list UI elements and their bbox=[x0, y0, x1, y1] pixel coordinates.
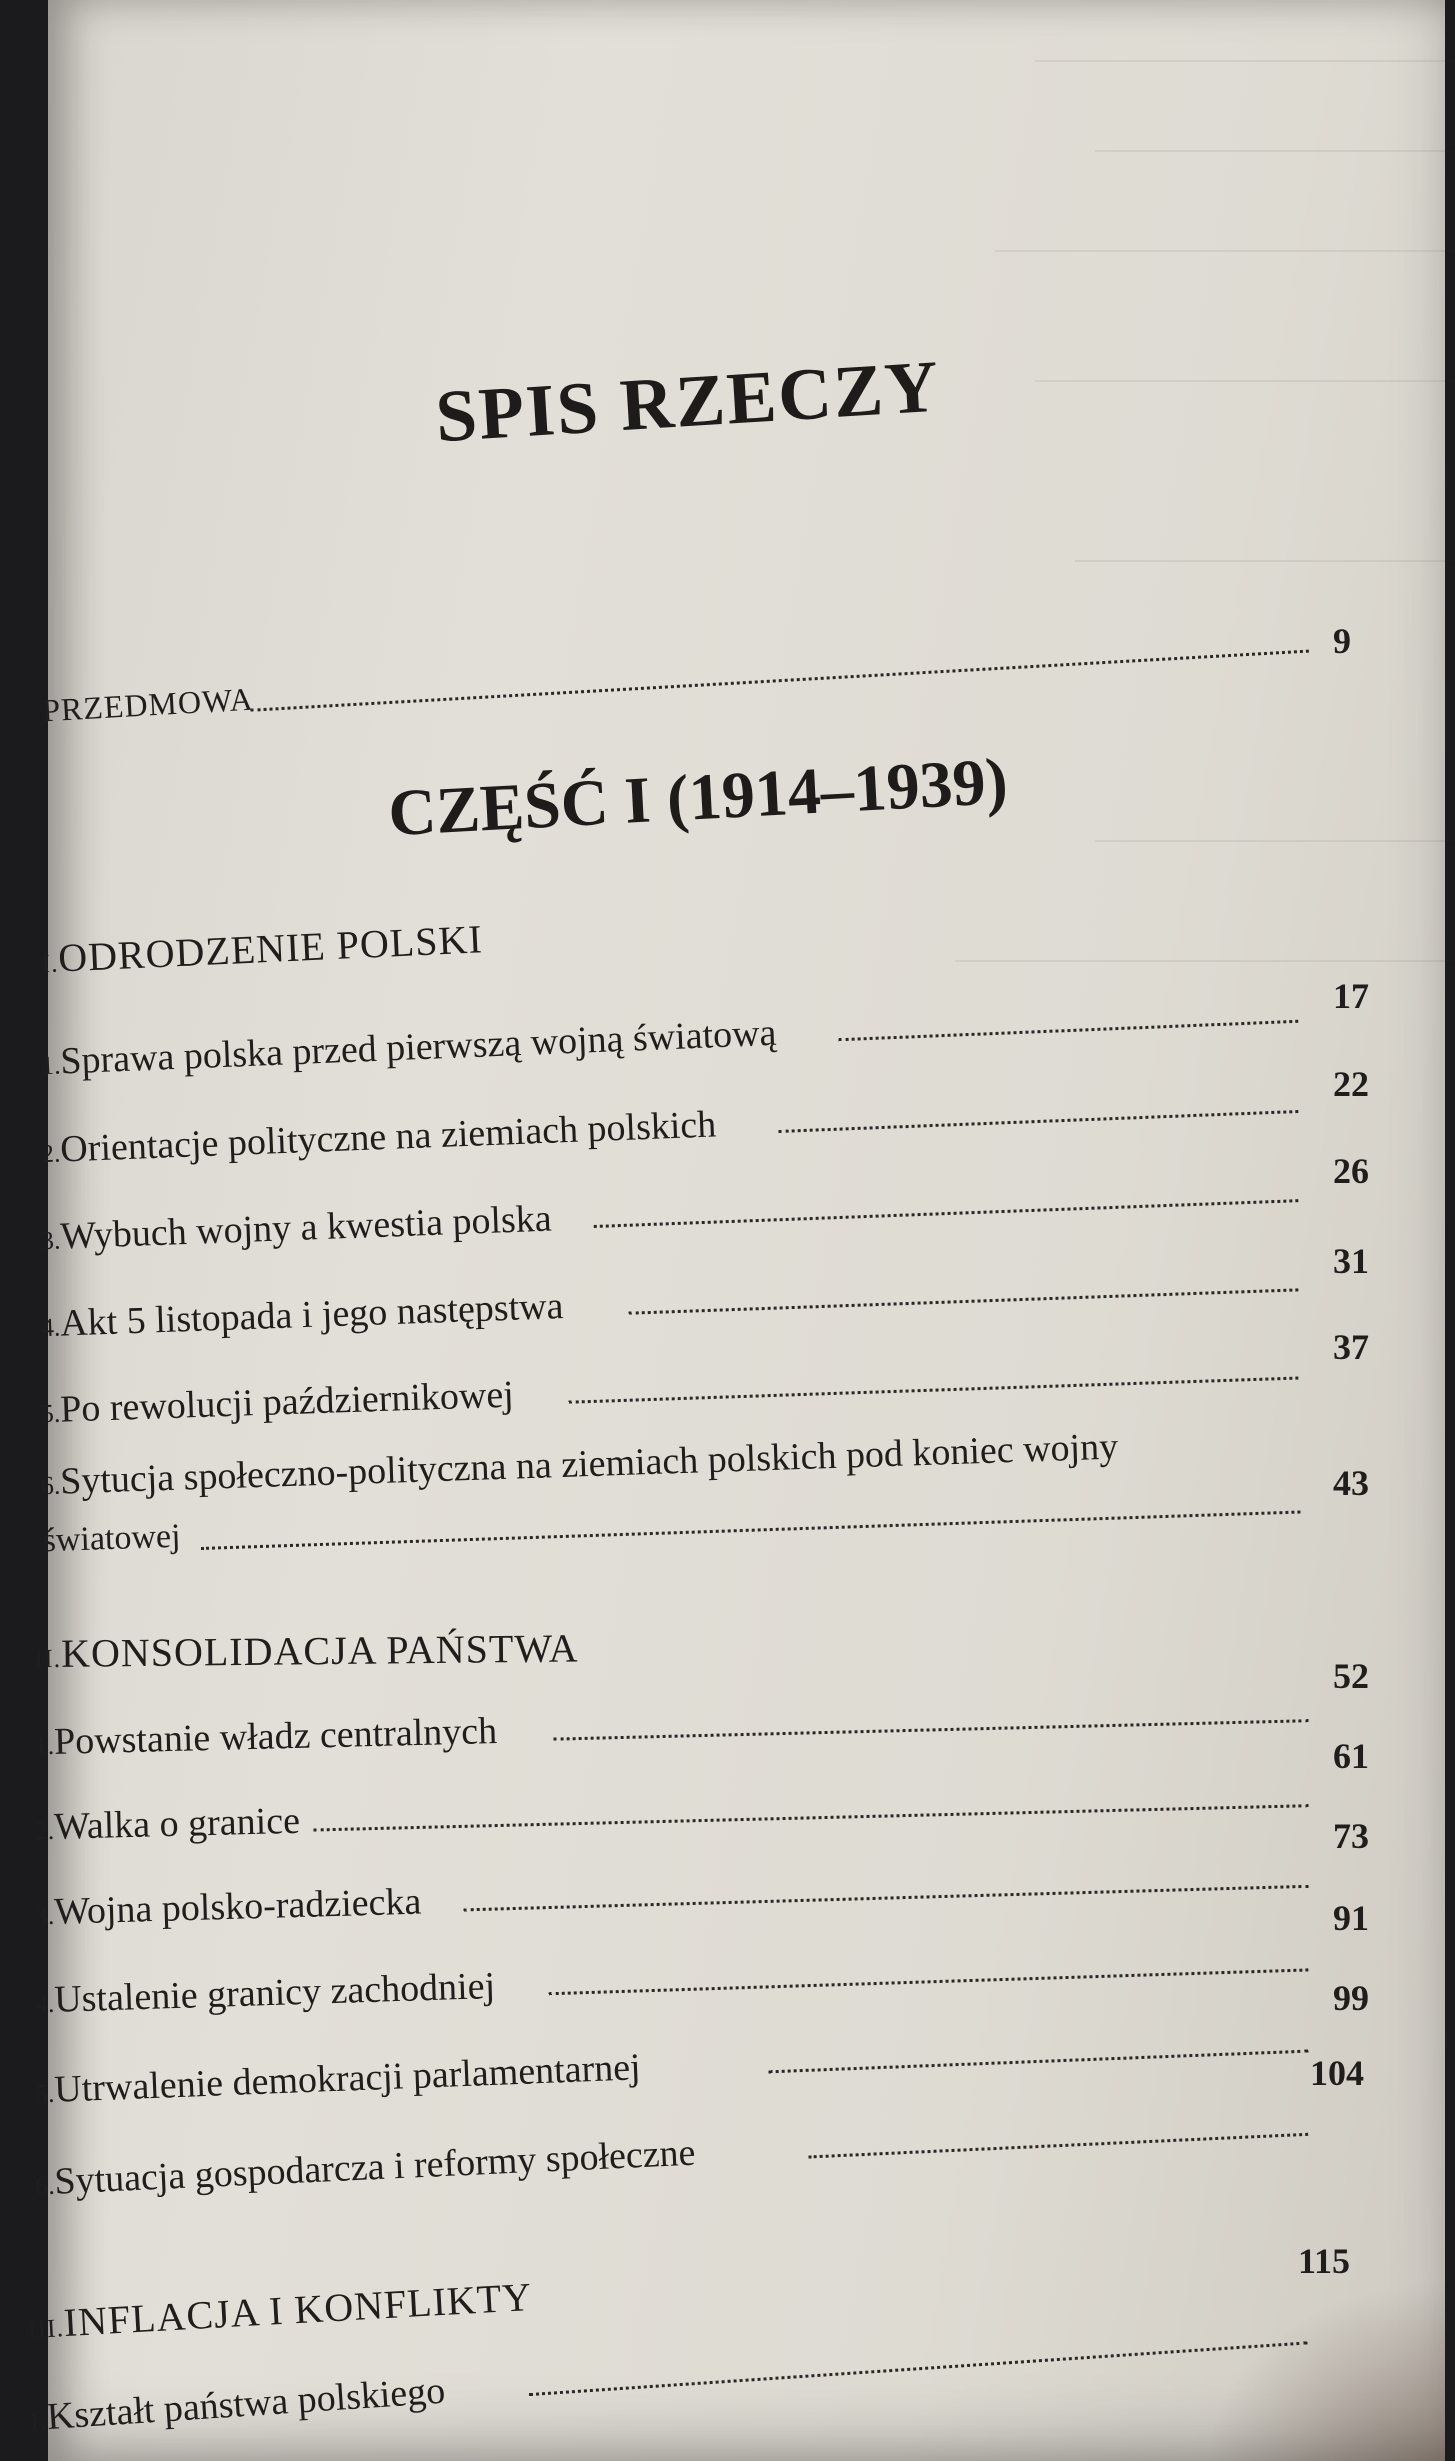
entry-title: Sytucja społeczno-polityczna na ziemiach polskich pod koniec wojny bbox=[59, 1425, 1119, 1503]
entry-title: Orientacje polityczne na ziemiach polskich bbox=[59, 1103, 717, 1171]
entry-title: Sprawa polska przed pierwszą wojną światową bbox=[59, 1011, 778, 1083]
entry-page: 43 bbox=[1333, 1463, 1369, 1503]
entry-title: Sytuacja gospodarcza i reformy społeczne bbox=[53, 2131, 697, 2203]
chapter-title: INFLACJA I KONFLIKTY bbox=[62, 2274, 534, 2346]
preface-label: PRZEDMOWA bbox=[41, 680, 255, 729]
book-page bbox=[26, 0, 1445, 2461]
dot-leader bbox=[250, 650, 1309, 712]
preface-page: 9 bbox=[1333, 621, 1351, 661]
entry-page: 99 bbox=[1333, 1978, 1369, 2018]
show-through-line bbox=[995, 250, 1455, 254]
entry-number: 1. bbox=[26, 2406, 49, 2437]
entry-title: Kształt państwa polskiego bbox=[45, 2369, 447, 2439]
dot-leader bbox=[554, 1719, 1309, 1740]
entry-number: 6. bbox=[34, 2170, 56, 2201]
entry-page: 17 bbox=[1333, 976, 1369, 1016]
entry-page: 61 bbox=[1333, 1736, 1369, 1776]
chapter-title: ODRODZENIE POLSKI bbox=[57, 916, 484, 981]
toc-entry bbox=[40, 984, 1444, 1083]
dot-leader bbox=[594, 1199, 1299, 1228]
entry-number: 3. bbox=[34, 1900, 55, 1931]
show-through-line bbox=[1075, 560, 1455, 564]
entry-number: 5. bbox=[34, 2078, 56, 2109]
entry-page: 37 bbox=[1333, 1327, 1369, 1367]
toc-entry bbox=[40, 1342, 1444, 1431]
entry-number: 6. bbox=[40, 1470, 61, 1501]
entry-number: 4. bbox=[40, 1312, 61, 1343]
dot-leader bbox=[839, 1020, 1299, 1041]
show-through-line bbox=[1035, 380, 1455, 384]
entry-page: 52 bbox=[1333, 1656, 1369, 1696]
page-corner-shadow bbox=[1205, 2281, 1445, 2461]
entry-title: Wojna polsko-radziecka bbox=[53, 1880, 422, 1933]
entry-page: 26 bbox=[1333, 1151, 1369, 1191]
entry-page: 104 bbox=[1310, 2053, 1364, 2093]
entry-title: Ustalenie granicy zachodniej bbox=[53, 1964, 496, 2021]
entry-title: Akt 5 listopada i jego następstwa bbox=[59, 1285, 565, 1345]
show-through-line bbox=[1095, 840, 1455, 844]
entry-number: 1. bbox=[34, 1730, 55, 1761]
dot-leader bbox=[769, 2050, 1309, 2074]
dot-leader bbox=[569, 1377, 1299, 1404]
entry-title: Utrwalenie demokracji parlamentarnej bbox=[53, 2046, 642, 2111]
entry-number: 5. bbox=[40, 1398, 61, 1429]
entry-page: 31 bbox=[1333, 1241, 1369, 1281]
toc-entry bbox=[40, 1164, 1444, 1258]
entry-page: 115 bbox=[1298, 2241, 1351, 2281]
dot-leader bbox=[201, 1511, 1300, 1550]
entry-number: 3. bbox=[40, 1225, 61, 1256]
show-through-line bbox=[1095, 150, 1455, 154]
entry-title: Walka o granice bbox=[53, 1799, 301, 1848]
entry-title: Powstanie władz centralnych bbox=[53, 1710, 498, 1763]
entry-number: 2. bbox=[34, 1815, 55, 1846]
entry-page: 91 bbox=[1333, 1898, 1369, 1938]
entry-page: 22 bbox=[1333, 1064, 1369, 1104]
toc-entry-preface bbox=[41, 592, 1443, 729]
chapter-number: III. bbox=[26, 2313, 65, 2345]
show-through-line bbox=[1035, 60, 1455, 64]
chapter-number: I. bbox=[40, 948, 60, 979]
toc-entry bbox=[40, 1253, 1444, 1345]
entry-title-continued: światowej bbox=[42, 1517, 182, 1560]
show-through-line bbox=[955, 960, 1455, 964]
dot-leader bbox=[629, 1288, 1299, 1314]
chapter-title: KONSOLIDACJA PAŃSTWA bbox=[60, 1625, 579, 1676]
dot-leader bbox=[779, 1110, 1299, 1133]
entry-number: 4. bbox=[34, 1988, 55, 2019]
entry-title: Wybuch wojny a kwestia polska bbox=[59, 1197, 553, 1258]
entry-number: 2. bbox=[40, 1138, 62, 1169]
page-title: SPIS RZECZY bbox=[433, 345, 943, 459]
entry-title: Po rewolucji październikowej bbox=[59, 1373, 515, 1431]
dot-leader bbox=[314, 1804, 1309, 1831]
dot-leader bbox=[549, 1968, 1309, 1995]
toc-entry bbox=[34, 2097, 1444, 2203]
chapter-number: II. bbox=[34, 1643, 62, 1674]
entry-page: 73 bbox=[1333, 1816, 1369, 1856]
dot-leader bbox=[529, 2341, 1307, 2396]
part-heading: CZĘŚĆ I (1914–1939) bbox=[386, 744, 1010, 851]
chapter-heading bbox=[40, 872, 1444, 981]
dot-leader bbox=[809, 2133, 1309, 2159]
dot-leader bbox=[464, 1885, 1309, 1912]
entry-number: 1. bbox=[40, 1050, 62, 1081]
